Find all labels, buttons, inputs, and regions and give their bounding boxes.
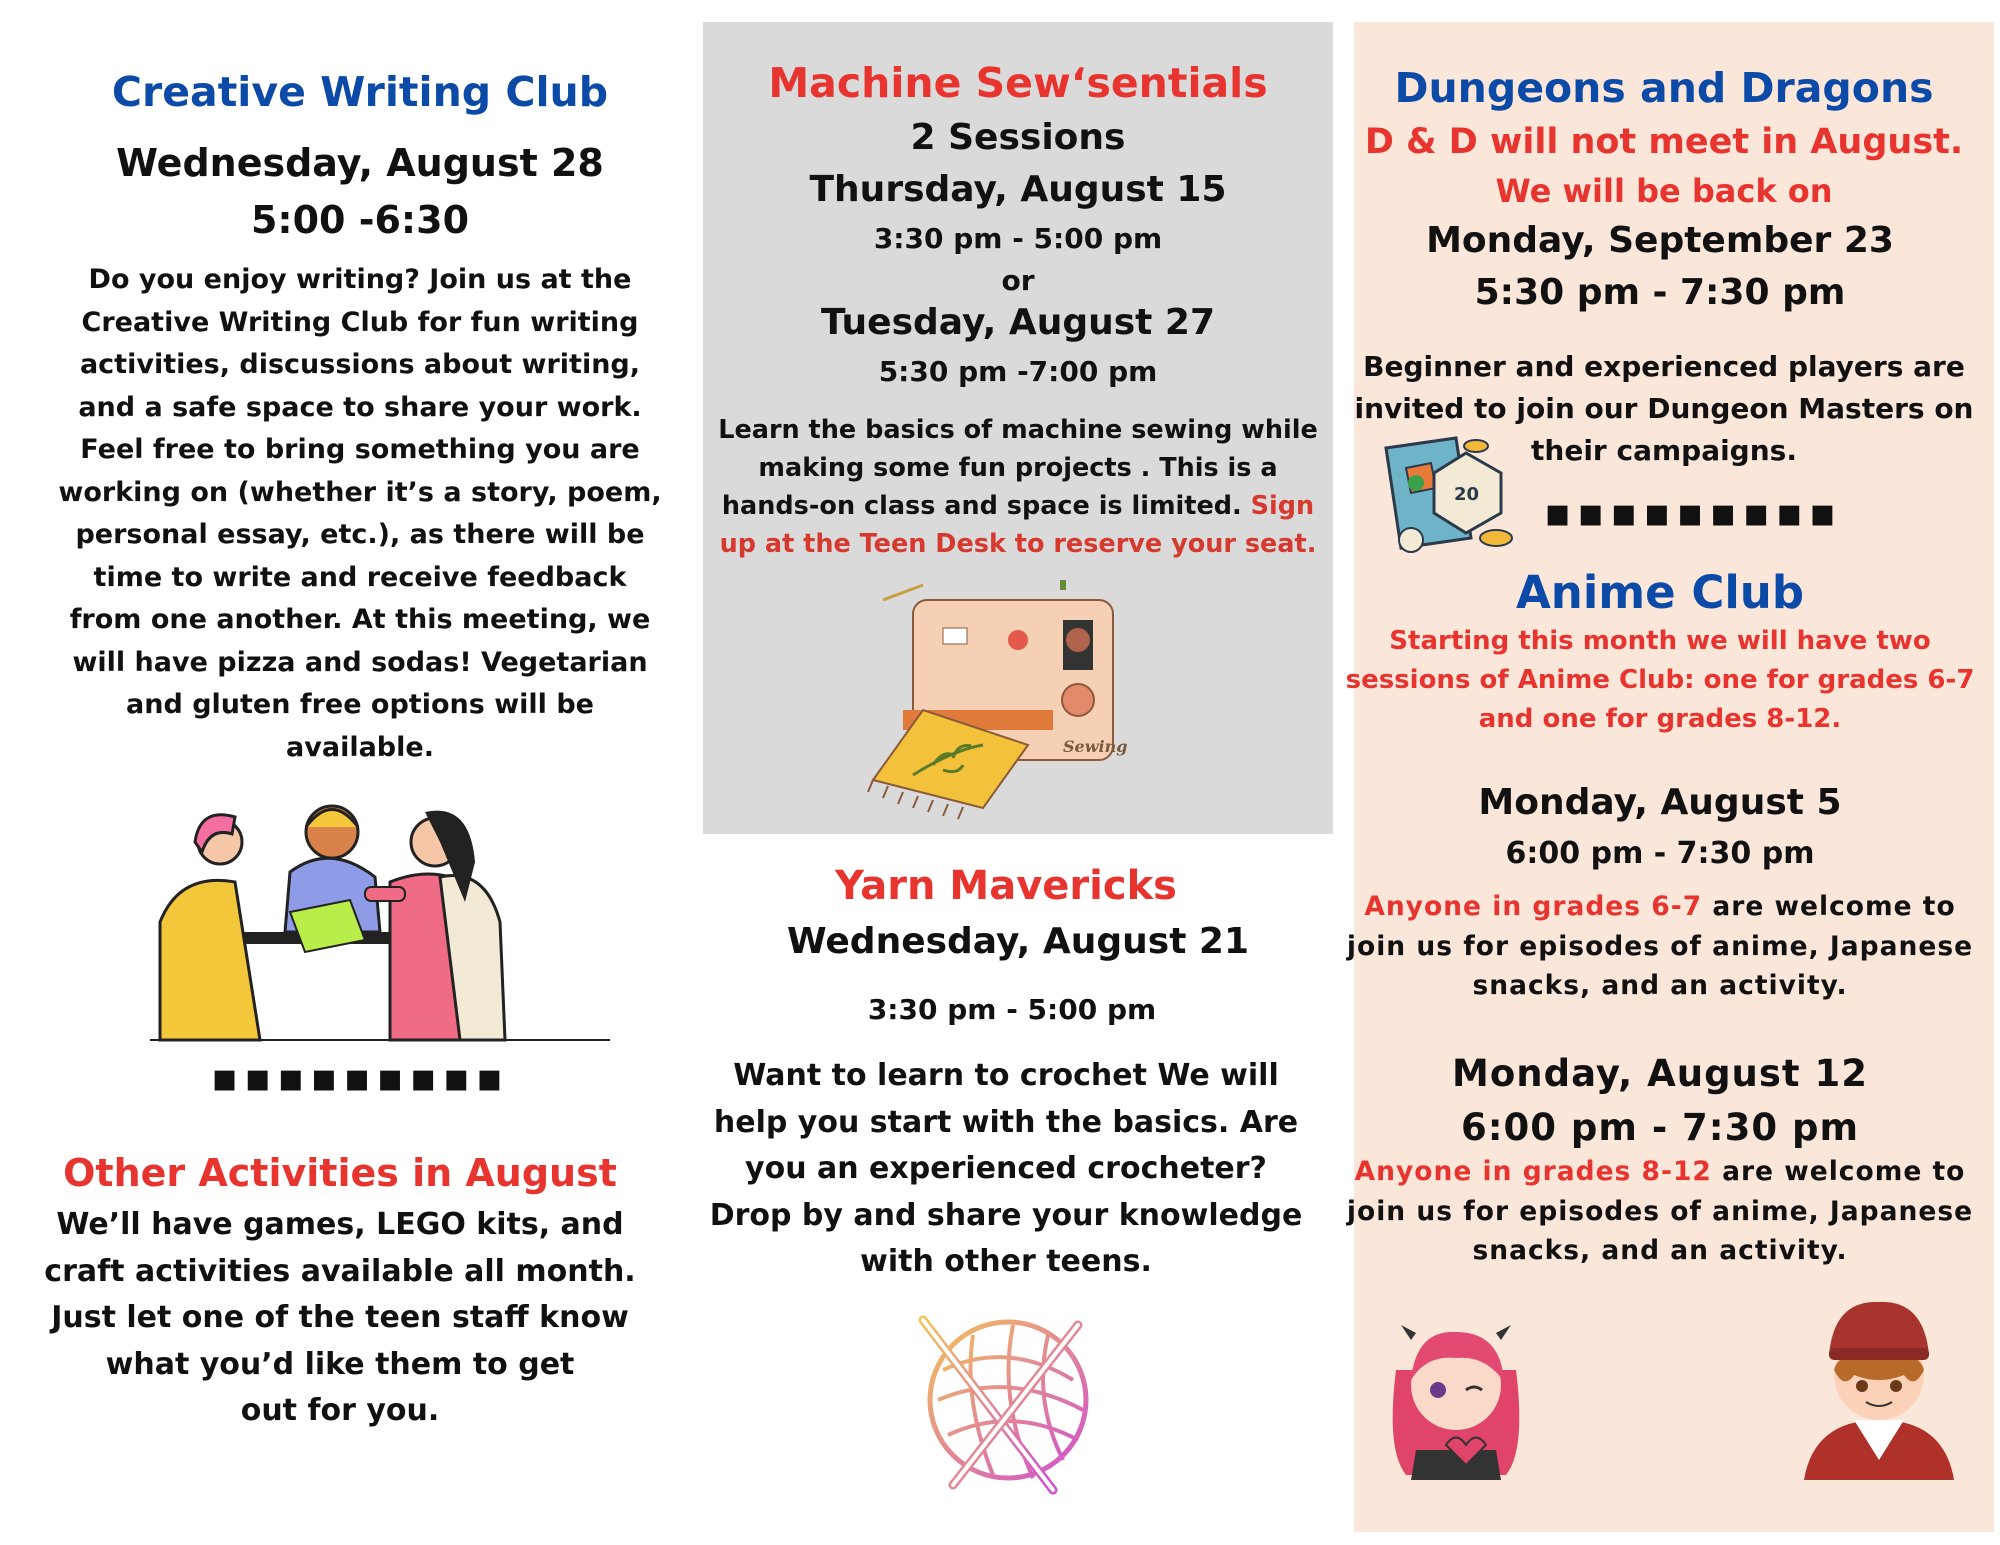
- anime-session-1-time: 6:00 pm - 7:30 pm: [1505, 836, 1815, 871]
- machine-sew-sessions: 2 Sessions: [910, 117, 1126, 158]
- anime-session-2-date: Monday, August 12: [1452, 1052, 1868, 1095]
- yarn-mavericks-time: 3:30 pm - 5:00 pm: [867, 993, 1157, 1026]
- dnd-notice-2: We will be back on: [1495, 172, 1833, 210]
- dice-map-illustration: [1376, 428, 1516, 558]
- dice-number: 20: [1454, 484, 1480, 505]
- creative-writing-title: Creative Writing Club: [111, 68, 609, 116]
- sewing-label: Sewing: [1063, 737, 1128, 756]
- dnd-time: 5:30 pm - 7:30 pm: [1474, 272, 1846, 313]
- yarn-mavericks-description: Want to learn to crochet We will help you start with the basics. Are you an experienced crocheter? Drop by and share your knowledge with other teens.: [709, 1058, 1303, 1279]
- yarn-mavericks-title: Yarn Mavericks: [835, 863, 1177, 909]
- writing-group-illustration: [140, 782, 620, 1042]
- anime-session-2-time: 6:00 pm - 7:30 pm: [1460, 1106, 1860, 1149]
- yarn-mavericks-date: Wednesday, August 21: [786, 921, 1250, 962]
- anime-club-title: Anime Club: [1515, 566, 1805, 619]
- anime-girl-illustration: [1376, 1310, 1536, 1480]
- dnd-date: Monday, September 23: [1426, 220, 1894, 261]
- machine-sew-description: Learn the basics of machine sewing while making some fun projects . This is a hands-on class and space is limited. Sign up at the Teen Desk to reserve your seat.: [718, 415, 1318, 559]
- yarn-ball-illustration: [903, 1300, 1103, 1500]
- machine-sew-time-1: 3:30 pm - 5:00 pm: [873, 222, 1163, 255]
- anime-session-2-description: Anyone in grades 8-12 are welcome to join us for episodes of anime, Japanese snacks, and an activity.: [1346, 1156, 1974, 1266]
- creative-writing-description: Do you enjoy writing? Join us at the Creative Writing Club for fun writing activities, discussions about writing, and a safe space to share your work. Feel free to bring something you are working on (whether it’s a story, poem, personal essay, etc.), as there will be time to write and receive feedback from one another. At this meeting, we will have pizza and sodas! Vegetarian and gluten free options will be available.: [58, 264, 662, 763]
- anime-session-1-date: Monday, August 5: [1478, 782, 1842, 823]
- machine-sew-title: Machine Sew‘sentials: [768, 59, 1268, 107]
- creative-writing-time: 5:00 -6:30: [250, 198, 470, 242]
- other-activities-description: We’ll have games, LEGO kits, and craft activities available all month. Just let one of the teen staff know what you’d like them to get out for you.: [44, 1207, 636, 1428]
- anime-session-1-description: Anyone in grades 6-7 are welcome to join us for episodes of anime, Japanese snacks, and an activity.: [1346, 891, 1974, 1001]
- machine-sew-or: or: [1001, 264, 1035, 297]
- other-activities-title: Other Activities in August: [63, 1151, 617, 1195]
- anime-club-notice: Starting this month we will have two sessions of Anime Club: one for grades 6-7 and one for grades 8-12.: [1345, 626, 1975, 734]
- creative-writing-date: Wednesday, August 28: [116, 141, 604, 185]
- machine-sew-date-1: Thursday, August 15: [809, 169, 1227, 210]
- dnd-description: Beginner and experienced players are invited to join our Dungeon Masters on their campaigns.: [1354, 350, 1974, 467]
- dnd-notice-1: D & D will not meet in August.: [1364, 122, 1964, 162]
- machine-sew-time-2: 5:30 pm -7:00 pm: [878, 355, 1158, 388]
- anime-boy-illustration: [1794, 1290, 1964, 1480]
- right-divider: ▪▪▪▪▪▪▪▪▪: [1544, 490, 1842, 536]
- left-divider: ▪▪▪▪▪▪▪▪▪: [211, 1055, 509, 1101]
- dnd-title: Dungeons and Dragons: [1394, 64, 1934, 112]
- sewing-machine-illustration: [863, 580, 1173, 820]
- machine-sew-date-2: Tuesday, August 27: [820, 302, 1216, 343]
